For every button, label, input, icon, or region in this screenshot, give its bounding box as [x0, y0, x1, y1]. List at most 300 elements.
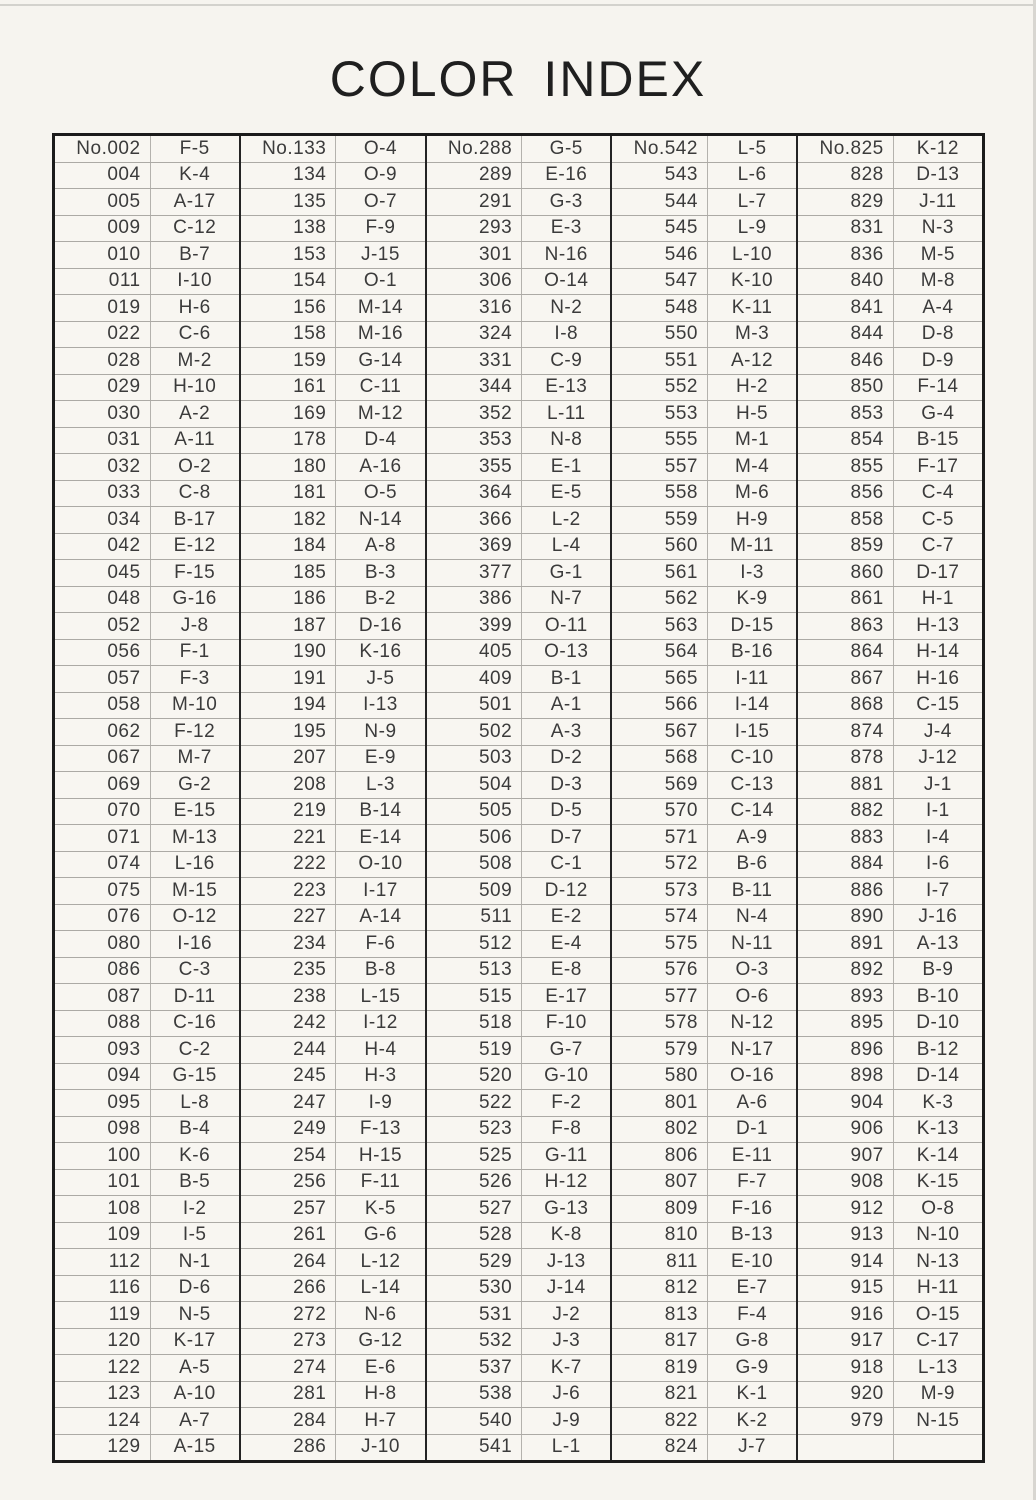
color-number-cell: 577	[612, 984, 708, 1010]
table-row	[798, 1248, 982, 1275]
color-code-cell: I-10	[177, 270, 213, 292]
color-number-cell: 244	[241, 1037, 337, 1063]
color-number-cell: 289	[427, 163, 523, 189]
color-code-cell: F-12	[174, 720, 216, 742]
column-group-4	[610, 136, 796, 1460]
color-code-cell: A-1	[550, 694, 582, 716]
color-code-cell: L-7	[737, 190, 767, 212]
scan-top-edge	[0, 4, 1036, 6]
table-row	[55, 1116, 239, 1143]
table-row	[55, 506, 239, 533]
color-code-cell: O-11	[544, 614, 588, 636]
color-number-cell: 892	[798, 958, 894, 984]
table-row	[798, 665, 982, 692]
color-code-cell: O-6	[735, 985, 769, 1007]
table-row	[798, 983, 982, 1010]
color-number-cell: 502	[427, 719, 523, 745]
color-number-cell: 856	[798, 481, 894, 507]
color-code-cell: J-15	[360, 243, 400, 265]
column-group-2	[239, 136, 425, 1460]
table-row	[798, 1275, 982, 1302]
table-row	[798, 877, 982, 904]
table-row	[241, 453, 425, 480]
color-code-cell: G-12	[358, 1330, 403, 1352]
color-number-cell: 195	[241, 719, 337, 745]
color-code-cell: I-15	[734, 720, 770, 742]
color-code-cell: E-5	[550, 482, 582, 504]
color-code-cell: G-3	[549, 190, 583, 212]
color-code-cell: D-4	[364, 429, 397, 451]
color-number-cell: 301	[427, 242, 523, 268]
color-code-cell: E-10	[730, 1250, 774, 1272]
table-row	[798, 1010, 982, 1037]
color-code-cell: N-12	[730, 1012, 774, 1034]
color-code-cell: G-11	[544, 1144, 588, 1166]
table-row	[241, 480, 425, 507]
color-number-cell: 906	[798, 1117, 894, 1143]
table-row	[427, 268, 611, 295]
table-row	[55, 798, 239, 825]
color-code-cell: K-5	[364, 1197, 396, 1219]
color-code-cell: L-10	[732, 243, 773, 265]
color-code-cell: C-1	[550, 853, 583, 875]
table-row	[612, 877, 796, 904]
color-number-cell: 187	[241, 613, 337, 639]
table-row	[55, 930, 239, 957]
table-row	[55, 559, 239, 586]
color-number-cell: 810	[612, 1223, 708, 1249]
color-number-cell: 153	[241, 242, 337, 268]
color-code-cell: J-2	[552, 1303, 581, 1325]
color-number-cell: 366	[427, 507, 523, 533]
color-code-cell: L-13	[917, 1356, 958, 1378]
color-number-cell: 399	[427, 613, 523, 639]
table-row	[55, 692, 239, 719]
table-row	[427, 188, 611, 215]
color-number-cell: 565	[612, 666, 708, 692]
color-number-cell: 191	[241, 666, 337, 692]
color-code-cell: N-17	[730, 1038, 774, 1060]
table-row	[241, 400, 425, 427]
color-code-cell: L-15	[360, 985, 401, 1007]
color-number-cell: 912	[798, 1196, 894, 1222]
color-number-cell: 293	[427, 216, 523, 242]
color-number-cell: 575	[612, 931, 708, 957]
table-row	[427, 1434, 611, 1461]
color-code-cell: F-6	[365, 932, 396, 954]
color-number-cell: 881	[798, 772, 894, 798]
table-row	[55, 400, 239, 427]
color-number-cell: 864	[798, 640, 894, 666]
color-number-cell: 544	[612, 189, 708, 215]
table-row	[241, 1328, 425, 1355]
color-number-cell: No.133	[241, 136, 337, 162]
color-number-cell: 518	[427, 1011, 523, 1037]
color-code-cell: M-14	[357, 296, 404, 318]
table-row	[612, 1010, 796, 1037]
table-row	[427, 745, 611, 772]
table-row	[427, 1116, 611, 1143]
color-code-cell: F-7	[737, 1171, 768, 1193]
table-row	[427, 1010, 611, 1037]
color-number-cell: 159	[241, 348, 337, 374]
color-code-cell: B-6	[736, 853, 768, 875]
table-row	[241, 1142, 425, 1169]
color-number-cell: 022	[55, 322, 151, 348]
color-code-cell: I-12	[363, 1012, 398, 1034]
color-code-cell: D-8	[921, 323, 954, 345]
color-number-cell: 512	[427, 931, 523, 957]
table-row	[612, 745, 796, 772]
table-row	[798, 347, 982, 374]
table-row	[55, 771, 239, 798]
color-code-cell: G-9	[735, 1356, 769, 1378]
color-code-cell: J-9	[552, 1409, 581, 1431]
table-row	[798, 1222, 982, 1249]
color-number-cell: 208	[241, 772, 337, 798]
table-row	[241, 877, 425, 904]
table-row	[798, 957, 982, 984]
color-code-cell: L-4	[551, 535, 581, 557]
color-number-cell: 088	[55, 1011, 151, 1037]
color-code-cell: H-5	[736, 402, 769, 424]
color-number-cell: 324	[427, 322, 523, 348]
color-code-cell: C-17	[916, 1330, 960, 1352]
color-code-cell: F-5	[179, 137, 210, 159]
color-number-cell: 181	[241, 481, 337, 507]
color-code-cell: F-13	[359, 1118, 401, 1140]
color-number-cell: 523	[427, 1117, 523, 1143]
color-number-cell: 893	[798, 984, 894, 1010]
color-number-cell: 019	[55, 295, 151, 321]
color-code-cell: M-11	[730, 535, 774, 557]
color-number-cell: 874	[798, 719, 894, 745]
color-code-cell: B-7	[179, 243, 211, 265]
table-row	[241, 241, 425, 268]
table-row	[55, 136, 239, 162]
table-row	[55, 1248, 239, 1275]
color-number-cell: 052	[55, 613, 151, 639]
table-row	[427, 1248, 611, 1275]
table-row	[798, 718, 982, 745]
color-code-cell: N-3	[921, 217, 954, 239]
color-number-cell: 855	[798, 454, 894, 480]
color-code-cell: A-4	[922, 296, 954, 318]
color-number-cell: 286	[241, 1435, 337, 1461]
color-code-cell: C-3	[178, 959, 211, 981]
table-row	[55, 1407, 239, 1434]
color-code-cell: H-6	[178, 296, 211, 318]
color-code-cell: D-17	[916, 561, 960, 583]
color-number-cell: 180	[241, 454, 337, 480]
table-row	[427, 1036, 611, 1063]
color-code-cell: D-6	[178, 1277, 211, 1299]
color-number-cell: 033	[55, 481, 151, 507]
color-number-cell: 801	[612, 1090, 708, 1116]
color-number-cell: 528	[427, 1223, 523, 1249]
color-code-cell: H-12	[544, 1171, 588, 1193]
color-code-cell: I-7	[926, 879, 950, 901]
table-row	[241, 374, 425, 401]
color-number-cell: 101	[55, 1170, 151, 1196]
table-row	[612, 824, 796, 851]
color-number-cell: 525	[427, 1143, 523, 1169]
color-code-cell: O-7	[363, 190, 398, 212]
color-number-cell: 331	[427, 348, 523, 374]
color-code-cell: K-17	[173, 1330, 216, 1352]
color-number-cell: 891	[798, 931, 894, 957]
color-number-cell: 504	[427, 772, 523, 798]
color-number-cell: 532	[427, 1329, 523, 1355]
table-row	[55, 188, 239, 215]
table-row	[427, 1381, 611, 1408]
color-code-cell: B-17	[173, 508, 216, 530]
color-number-cell: 238	[241, 984, 337, 1010]
table-row	[55, 957, 239, 984]
table-row	[55, 612, 239, 639]
table-row	[55, 1089, 239, 1116]
table-row	[241, 771, 425, 798]
color-code-cell: O-15	[915, 1303, 960, 1325]
color-number-cell: 898	[798, 1064, 894, 1090]
color-code-cell: N-15	[916, 1409, 960, 1431]
table-row	[55, 745, 239, 772]
table-row	[241, 347, 425, 374]
color-code-cell: N-1	[178, 1250, 211, 1272]
color-number-cell: 908	[798, 1170, 894, 1196]
table-row	[427, 1089, 611, 1116]
color-number-cell: 867	[798, 666, 894, 692]
table-row	[55, 1354, 239, 1381]
color-code-cell: G-7	[549, 1038, 583, 1060]
color-number-cell: 377	[427, 560, 523, 586]
table-row	[427, 347, 611, 374]
table-row	[55, 1434, 239, 1461]
table-row	[612, 586, 796, 613]
color-code-cell: M-4	[734, 455, 770, 477]
color-code-cell: D-7	[550, 826, 583, 848]
color-number-cell: 135	[241, 189, 337, 215]
color-code-cell: O-16	[729, 1065, 775, 1087]
table-row	[427, 877, 611, 904]
color-number-cell: 234	[241, 931, 337, 957]
color-code-cell: H-16	[916, 667, 960, 689]
color-code-cell: C-10	[730, 747, 774, 769]
color-code-cell: I-2	[182, 1197, 207, 1219]
table-row	[798, 506, 982, 533]
color-number-cell: 580	[612, 1064, 708, 1090]
table-row	[798, 771, 982, 798]
table-row	[798, 374, 982, 401]
page-title: COLOR INDEX	[329, 51, 707, 107]
table-row	[612, 400, 796, 427]
color-number-cell: 821	[612, 1382, 708, 1408]
table-row	[241, 321, 425, 348]
color-code-cell: H-3	[364, 1065, 397, 1087]
table-row	[798, 1195, 982, 1222]
color-number-cell: 058	[55, 693, 151, 719]
color-code-cell: A-9	[736, 826, 768, 848]
table-row	[55, 533, 239, 560]
color-code-cell: K-7	[550, 1356, 582, 1378]
color-code-cell: B-11	[731, 879, 773, 901]
table-row	[55, 877, 239, 904]
table-row	[427, 1063, 611, 1090]
table-row	[55, 1222, 239, 1249]
color-number-cell: 156	[241, 295, 337, 321]
table-row	[241, 1010, 425, 1037]
color-code-cell: H-14	[916, 641, 960, 663]
table-row	[612, 1381, 796, 1408]
color-number-cell: 364	[427, 481, 523, 507]
color-number-cell: 134	[241, 163, 337, 189]
color-number-cell: 011	[55, 269, 151, 295]
table-row	[798, 400, 982, 427]
table-row	[612, 904, 796, 931]
table-row	[612, 559, 796, 586]
color-code-cell: K-2	[736, 1409, 768, 1431]
table-row	[241, 506, 425, 533]
color-code-cell: F-16	[731, 1197, 773, 1219]
table-row	[55, 851, 239, 878]
table-row	[241, 1354, 425, 1381]
color-code-cell: M-7	[177, 747, 212, 769]
color-number-cell: 809	[612, 1196, 708, 1222]
color-number-cell: 551	[612, 348, 708, 374]
table-row	[798, 268, 982, 295]
color-code-cell: G-8	[735, 1330, 769, 1352]
color-code-cell: O-5	[363, 482, 398, 504]
color-number-cell: 561	[612, 560, 708, 586]
color-code-cell: J-4	[923, 720, 952, 742]
color-number-cell: 032	[55, 454, 151, 480]
color-number-cell: 802	[612, 1117, 708, 1143]
table-row	[427, 215, 611, 242]
color-number-cell: 858	[798, 507, 894, 533]
color-number-cell: 284	[241, 1408, 337, 1434]
color-number-cell: 979	[798, 1408, 894, 1434]
color-code-cell: G-13	[544, 1197, 589, 1219]
color-number-cell: 890	[798, 905, 894, 931]
color-number-cell: 562	[612, 587, 708, 613]
table-row	[798, 824, 982, 851]
table-row	[798, 1301, 982, 1328]
color-code-cell: D-2	[550, 747, 583, 769]
table-row	[612, 665, 796, 692]
color-code-cell: K-4	[179, 164, 211, 186]
color-code-cell: J-5	[366, 667, 395, 689]
color-number-cell: 108	[55, 1196, 151, 1222]
color-code-cell: A-3	[550, 720, 582, 742]
color-number-cell: 048	[55, 587, 151, 613]
color-code-cell: O-9	[363, 164, 398, 186]
table-row	[427, 1301, 611, 1328]
table-row	[427, 1222, 611, 1249]
color-code-cell: C-4	[921, 482, 954, 504]
color-number-cell: 522	[427, 1090, 523, 1116]
color-code-cell: F-9	[365, 217, 396, 239]
color-code-cell: H-15	[358, 1144, 403, 1166]
color-number-cell: 547	[612, 269, 708, 295]
table-row	[798, 1089, 982, 1116]
color-code-cell: E-16	[545, 164, 588, 186]
color-code-cell: K-8	[550, 1224, 582, 1246]
table-row	[55, 215, 239, 242]
color-number-cell: 553	[612, 401, 708, 427]
table-row	[55, 374, 239, 401]
color-code-cell: C-8	[178, 482, 211, 504]
color-number-cell: 566	[612, 693, 708, 719]
color-number-cell: 123	[55, 1382, 151, 1408]
table-row	[55, 1063, 239, 1090]
color-code-cell: F-3	[179, 667, 210, 689]
color-code-cell: K-6	[179, 1144, 211, 1166]
color-number-cell: 254	[241, 1143, 337, 1169]
color-number-cell: No.288	[427, 136, 523, 162]
color-code-cell: L-3	[365, 773, 395, 795]
color-code-cell: L-5	[737, 137, 767, 159]
color-code-cell: M-3	[734, 323, 770, 345]
color-code-cell: C-11	[359, 376, 402, 398]
color-code-cell: K-12	[916, 137, 959, 159]
color-number-cell: 093	[55, 1037, 151, 1063]
color-number-cell: 042	[55, 534, 151, 560]
table-row	[612, 453, 796, 480]
color-code-cell: C-15	[916, 694, 960, 716]
color-number-cell: 095	[55, 1090, 151, 1116]
color-code-cell: J-6	[552, 1383, 581, 1405]
table-row	[55, 427, 239, 454]
table-row	[798, 559, 982, 586]
color-number-cell: 062	[55, 719, 151, 745]
color-number-cell: 511	[427, 905, 523, 931]
color-code-cell: G-15	[172, 1065, 217, 1087]
color-code-cell: K-9	[736, 588, 768, 610]
color-code-cell: I-8	[554, 323, 579, 345]
color-code-cell: B-13	[730, 1224, 774, 1246]
color-number-cell: 817	[612, 1329, 708, 1355]
color-number-cell: 907	[798, 1143, 894, 1169]
color-number-cell: 844	[798, 322, 894, 348]
table-row	[612, 374, 796, 401]
color-number-cell: 409	[427, 666, 523, 692]
color-code-cell: N-14	[358, 508, 403, 530]
color-number-cell: 272	[241, 1302, 337, 1328]
color-number-cell: 031	[55, 428, 151, 454]
color-number-cell: 169	[241, 401, 337, 427]
color-code-cell: O-12	[172, 906, 217, 928]
table-row	[427, 798, 611, 825]
table-row	[241, 1248, 425, 1275]
color-code-cell: J-8	[180, 614, 209, 636]
color-code-cell: N-7	[550, 588, 583, 610]
table-row	[427, 321, 611, 348]
table-row	[55, 1195, 239, 1222]
table-row	[798, 215, 982, 242]
color-code-cell: K-1	[736, 1383, 768, 1405]
color-code-cell: E-3	[550, 217, 582, 239]
color-number-cell: 578	[612, 1011, 708, 1037]
table-row	[612, 798, 796, 825]
table-row	[427, 374, 611, 401]
color-code-cell: O-13	[544, 641, 589, 663]
table-row	[55, 1301, 239, 1328]
color-number-cell: 567	[612, 719, 708, 745]
table-row	[612, 162, 796, 189]
color-code-cell: M-5	[920, 243, 955, 265]
color-code-cell: I-5	[182, 1224, 207, 1246]
color-code-cell: F-11	[360, 1171, 401, 1193]
